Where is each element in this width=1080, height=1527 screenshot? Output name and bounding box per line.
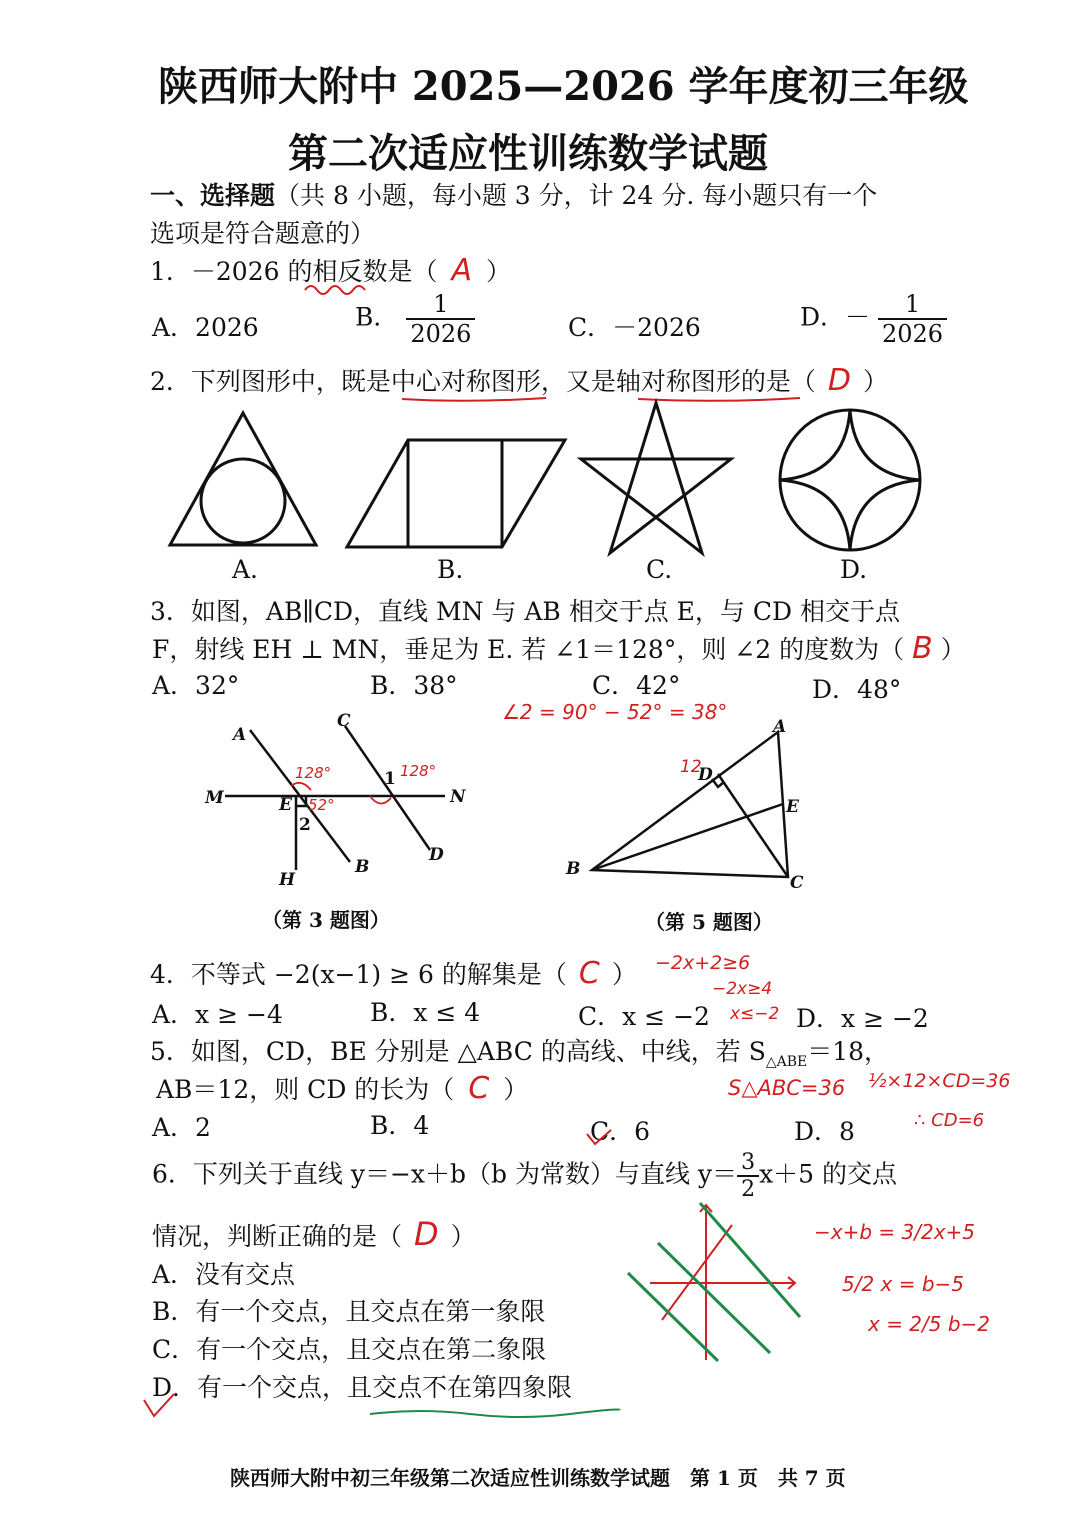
q3-answer: B (912, 631, 933, 666)
section-desc-2: 选项是符合题意的） (150, 219, 376, 248)
q3-close: ） (940, 635, 966, 664)
q1-option-d (800, 290, 947, 348)
q3-line2-text: F，射线 EH ⊥ MN，垂足为 E. 若 ∠1＝128°，则 ∠2 的度数为（ (152, 635, 905, 664)
fig5-note-12: 12 (680, 757, 702, 777)
q1-option-a: A．2026 (152, 313, 259, 342)
page-footer: 陕西师大附中初三年级第二次适应性训练数学试题 第 1 页 共 7 页 (230, 1466, 846, 1490)
frac-denominator: 2026 (882, 320, 944, 348)
question-4-stem (150, 955, 637, 991)
fig3-label-1: 1 (384, 769, 396, 789)
q2-stem-text: 2．下列图形中，既是中心对称图形，又是轴对称图形的是（ (150, 367, 816, 396)
q5-answer: C (468, 1071, 490, 1106)
q5-line2-text: AB＝12，则 CD 的长为（ (156, 1075, 455, 1104)
q5-work-2: ½×12×CD=36 (868, 1070, 1011, 1092)
figure-d-circle-astroid (780, 410, 920, 550)
q4-option-a: A．x ≥ −4 (152, 1000, 283, 1029)
q2-close: ） (863, 367, 889, 396)
question-2-stem (150, 362, 888, 398)
q4-stem-text: 4．不等式 −2(x−1) ≥ 6 的解集是（ (150, 960, 567, 989)
q2-label-b: B. (437, 555, 464, 584)
q1-option-d-fraction (878, 290, 947, 348)
q6-green-underline (370, 1410, 620, 1418)
q6-check-mark (144, 1394, 174, 1416)
fig3-note-128a: 128° (295, 764, 332, 782)
question-3-line2 (152, 630, 966, 666)
frac-denominator: 2 (741, 1177, 756, 1202)
q1-option-d-label: D．－ (800, 302, 871, 332)
q5-option-d: D．8 (794, 1117, 855, 1146)
fig3-note-52: 52° (308, 796, 335, 814)
altitude-cd (718, 774, 788, 877)
q5-work-3: ∴ CD=6 (914, 1110, 985, 1131)
fig5-label-a: A (773, 717, 787, 737)
q2-figures (0, 395, 1080, 595)
q6-option-b: B．有一个交点，且交点在第一象限 (152, 1297, 546, 1326)
q6-option-d: D．有一个交点，且交点不在第四象限 (152, 1373, 573, 1402)
q6-line1-text: 6．下列关于直线 y＝−x＋b（b 为常数）与直线 y＝ (152, 1159, 738, 1189)
frac-numerator: 1 (406, 290, 475, 320)
fig3-label-e: E (279, 795, 292, 815)
question-5-line1 (150, 1032, 889, 1070)
q4-work-3: x≤−2 (730, 1004, 780, 1024)
section-desc-1: （共 8 小题，每小题 3 分，计 24 分. 每小题只有一个 (275, 181, 878, 210)
fig5-label-e: E (786, 797, 799, 817)
q5-close: ） (503, 1075, 529, 1104)
section-header (150, 176, 877, 212)
q3-option-c: C．42° (592, 671, 681, 700)
q1-option-b (355, 290, 475, 348)
fig3-label-n: N (450, 787, 466, 807)
q1-answer: A (451, 253, 473, 288)
median-be (592, 804, 783, 870)
q1-option-b-label: B． (355, 302, 399, 332)
fig5-label-b: B (566, 859, 581, 879)
q4-option-c: C．x ≤ −2 (578, 1002, 710, 1031)
q6-work-1: −x+b = 3/2x+5 (814, 1220, 976, 1244)
q6-answer: D (414, 1215, 439, 1253)
fig3-label-d: D (429, 845, 444, 865)
q3-option-a: A．32° (152, 671, 240, 700)
question-6-line2 (152, 1215, 476, 1253)
figure-3-caption: （第 3 题图） (262, 908, 390, 932)
question-5-line2 (156, 1070, 528, 1106)
q4-work-2: −2x≥4 (712, 979, 773, 999)
fig3-label-m: M (205, 788, 224, 808)
q5-option-a: A．2 (152, 1113, 211, 1142)
q5-line1-text: 5．如图，CD，BE 分别是 △ABC 的高线、中线，若 S (150, 1037, 766, 1066)
q6-work-3: x = 2/5 b−2 (868, 1312, 991, 1336)
fig3-note-128b: 128° (400, 762, 437, 780)
q2-label-c: C. (646, 555, 673, 584)
q6-pen-marks (140, 1392, 640, 1452)
figure-c-star (581, 403, 731, 553)
triangle-abc (592, 732, 788, 877)
q6-close: ） (450, 1222, 476, 1251)
fig3-label-c: C (337, 711, 351, 731)
q2-label-a: A. (232, 555, 259, 584)
q1-option-c: C．－2026 (568, 313, 701, 342)
q1-stem-text: 1．－2026 的相反数是（ (150, 257, 438, 286)
fig3-label-h: H (279, 870, 296, 890)
frac-numerator: 1 (878, 290, 947, 320)
q5-option-b: B．4 (370, 1111, 430, 1140)
q6-line1-tail: x＋5 的交点 (759, 1159, 898, 1189)
page-title-line2: 第二次适应性训练数学试题 (288, 130, 768, 177)
q6-work-2: 5/2 x = b−5 (842, 1272, 965, 1296)
figure-5-caption: （第 5 题图） (645, 910, 773, 934)
fig3-label-a: A (233, 725, 247, 745)
frac-numerator: 3 (737, 1150, 759, 1177)
frac-denominator: 2026 (410, 320, 472, 348)
figure-5 (560, 712, 820, 902)
fig5-label-d: D (698, 765, 713, 785)
page-title-line1: 陕西师大附中 2025—2026 学年度初三年级 (158, 63, 969, 110)
q4-option-b: B．x ≤ 4 (370, 998, 481, 1027)
q4-work-1: −2x+2≥6 (655, 952, 751, 974)
fig3-label-b: B (355, 857, 370, 877)
figure-b-parallelogram (347, 440, 565, 547)
q3-work-note: ∠2 = 90° − 52° = 38° (502, 700, 728, 724)
fig3-label-2: 2 (299, 815, 311, 835)
q5-check-mark (585, 1128, 615, 1148)
q6-line2-text: 情况，判断正确的是（ (152, 1222, 403, 1251)
figure-3 (195, 710, 515, 910)
q1-option-b-fraction (406, 290, 475, 348)
q6-sketch-graph (620, 1195, 820, 1365)
q6-option-a: A．没有交点 (152, 1260, 296, 1289)
q4-answer: C (578, 956, 600, 991)
q2-label-d: D. (840, 555, 868, 584)
q3-option-b: B．38° (370, 671, 458, 700)
q1-close: ） (486, 257, 512, 286)
q5-option-c: C．6 (590, 1117, 651, 1146)
fig5-label-c: C (790, 873, 804, 893)
q4-close: ） (611, 960, 637, 989)
section-heading: 一、选择题 (150, 181, 276, 210)
q2-answer: D (827, 363, 852, 398)
q5-area-subscript: △ABE (765, 1054, 808, 1070)
question-3-line1: 3．如图，AB∥CD，直线 MN 与 AB 相交于点 E，与 CD 相交于点 (150, 597, 901, 626)
q5-work-1: S△ABC=36 (728, 1076, 846, 1100)
sketch-line-b3 (628, 1273, 718, 1361)
sketch-line-b2 (658, 1243, 770, 1353)
q4-option-d: D．x ≥ −2 (796, 1004, 929, 1033)
figure-a-triangle-circle (170, 413, 316, 545)
q3-option-d: D．48° (812, 675, 902, 704)
q6-option-c: C．有一个交点，且交点在第二象限 (152, 1335, 547, 1364)
q5-line1-tail: ＝18， (807, 1037, 890, 1066)
